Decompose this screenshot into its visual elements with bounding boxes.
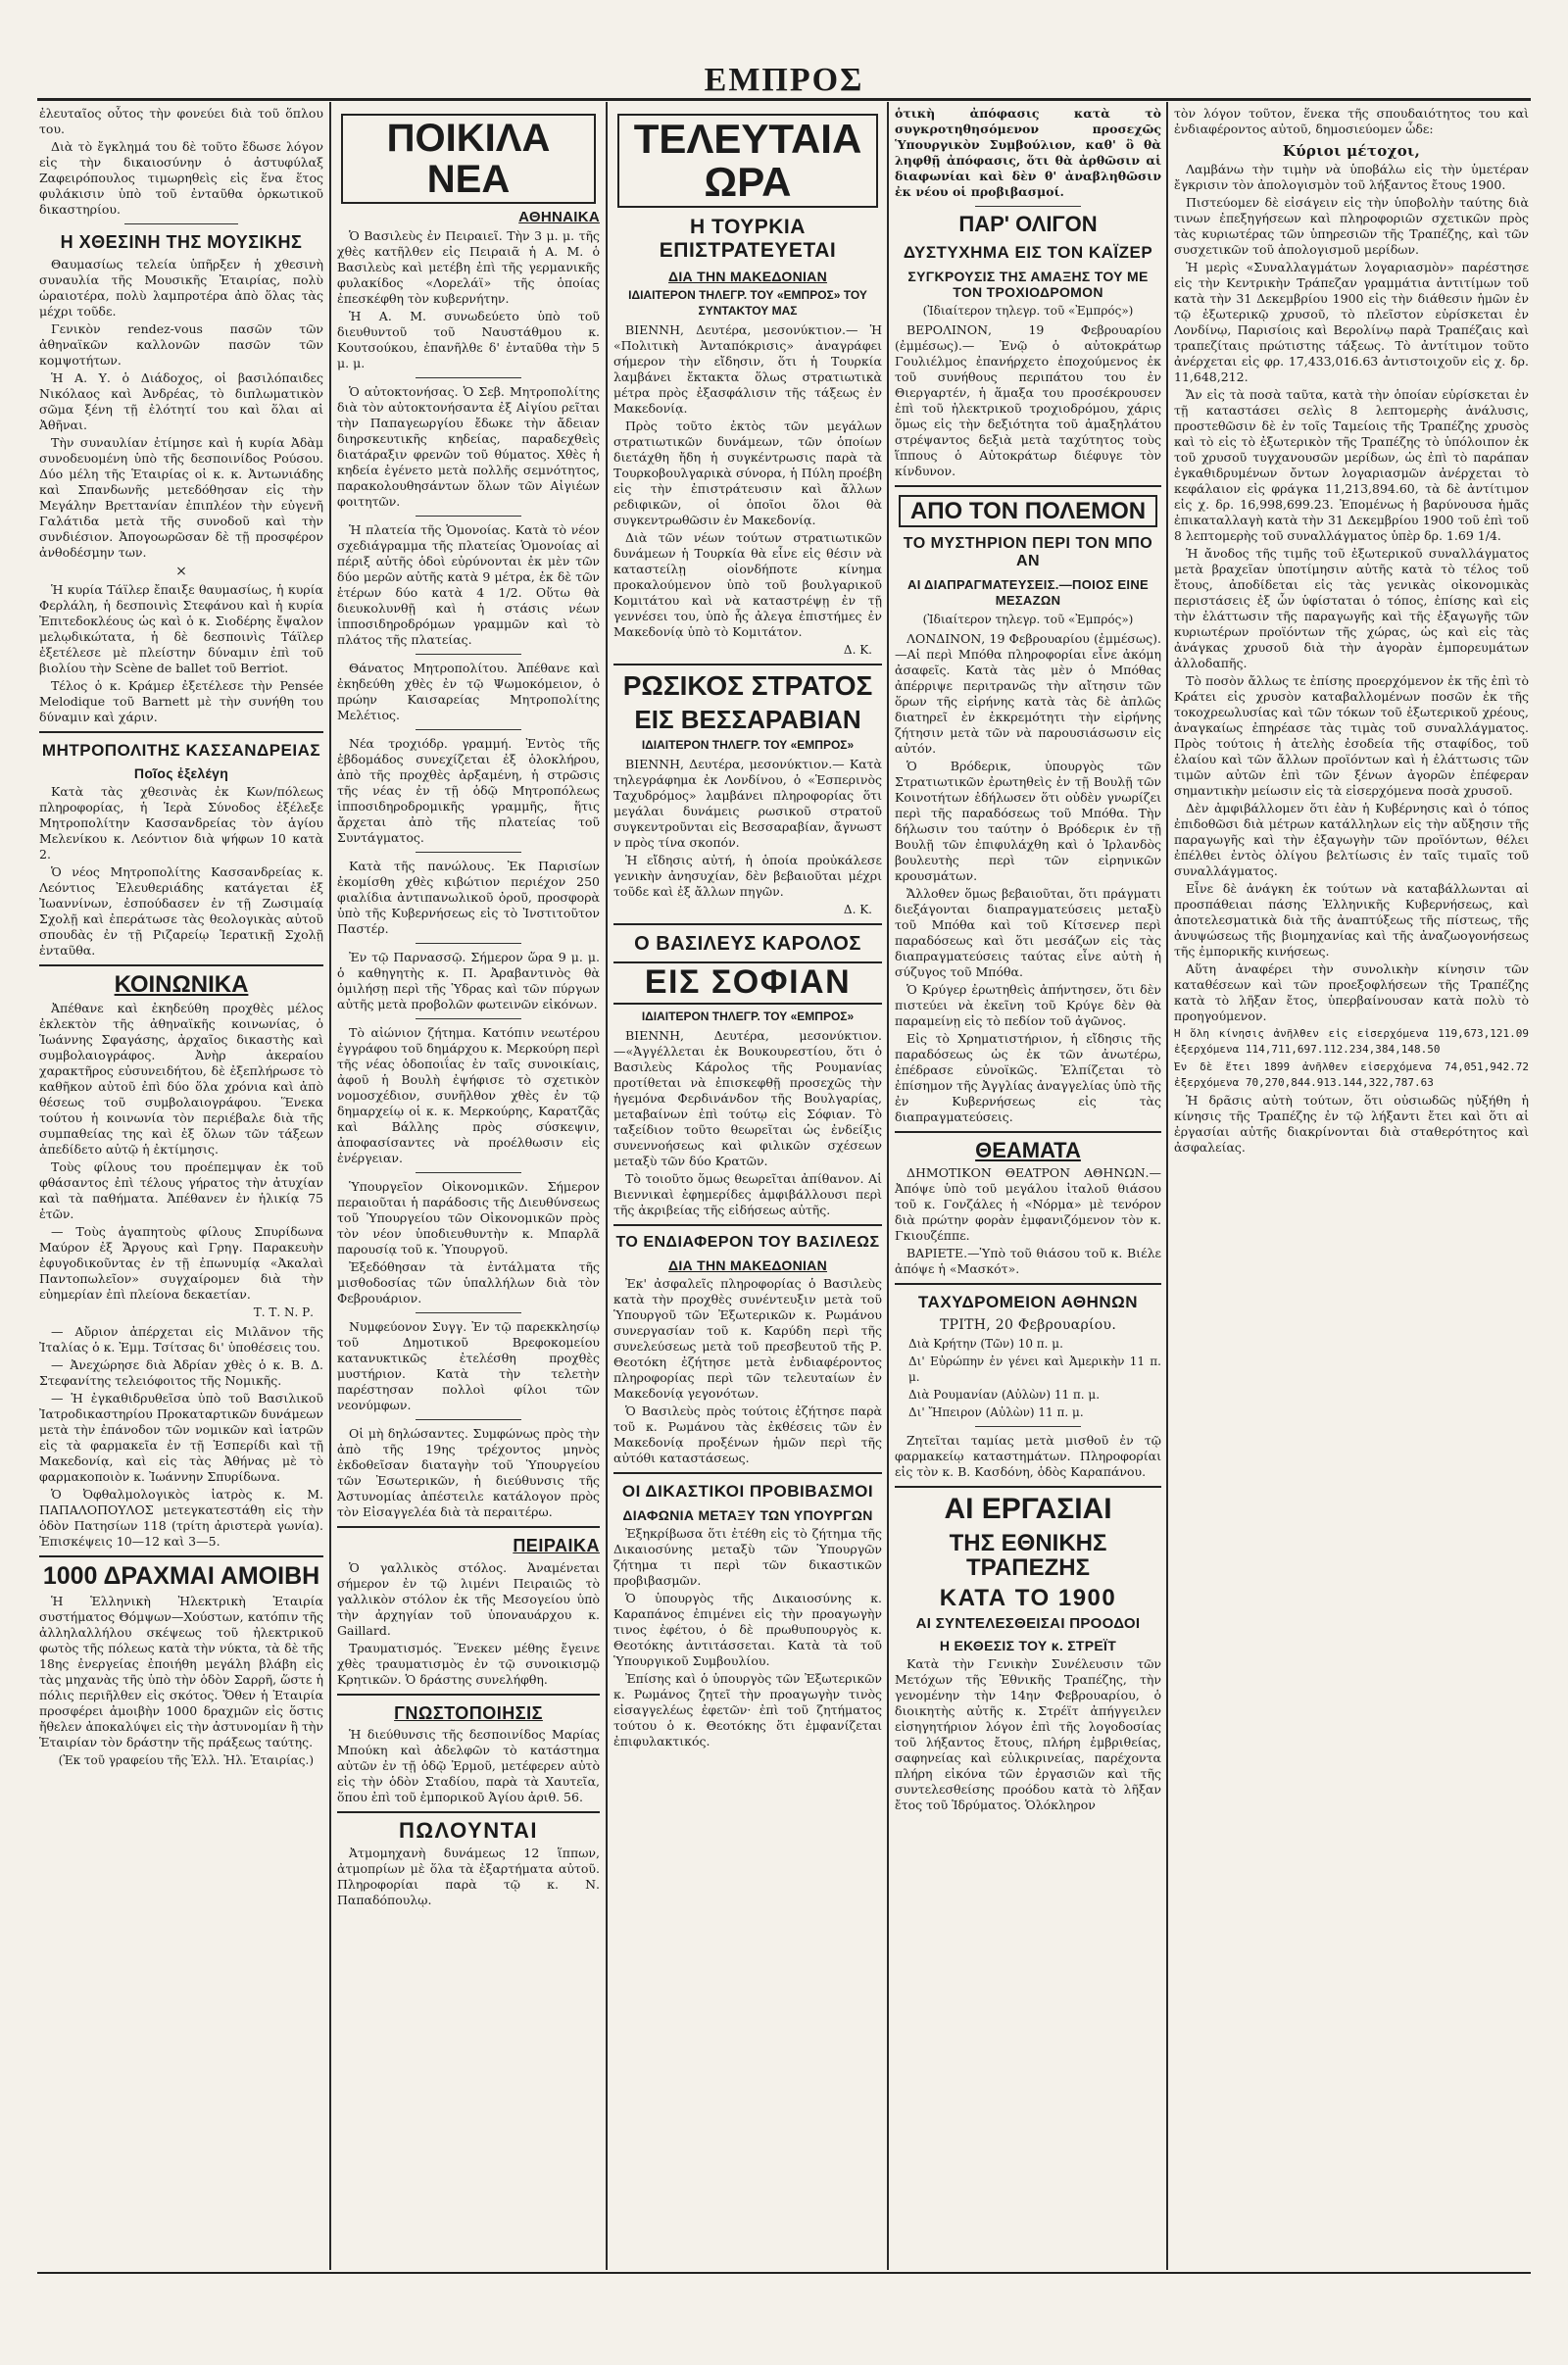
article-paragraph: Ὁ Κρύγερ ἐρωτηθεὶς ἀπήντησεν, ὅτι δὲν πιστεύει νὰ ἐκεῖνη τοῦ Κρύγε δὲν θὰ παραμείνῃ εἰς τὸ πεδίον τοῦ ἀγῶνος. xyxy=(895,981,1161,1028)
post-schedule-item: Διὰ Ρουμανίαν (Αὐλὼν) 11 π. μ. xyxy=(908,1388,1101,1403)
divider xyxy=(416,1172,520,1173)
article-paragraph: Νυμφεύονον Συγγ. Ἐν τῷ παρεκκλησίῳ τοῦ Δημοτικοῦ Βρεφοκομείου κατανυκτικῶς ἐτελέσθη προχθὲς μυστήριον. Κατὰ τὴν τελετὴν παρέστησαν πολλοὶ φίλοι τῶν νεονύμφων. xyxy=(337,1319,600,1412)
subheadline: ΔΙΑ ΤΗΝ ΜΑΚΕΔΟΝΙΑΝ xyxy=(667,269,828,285)
column-divider-3 xyxy=(887,102,889,2270)
article-paragraph: Εἰς τὸ Χρηματιστήριον, ἡ εἴδησις τῆς παραδόσεως ὡς ἐκ τῶν ἀνωτέρω, ἐπέδρασε εὐνοϊκῶς. Ἐλπίζεται τὸ ἐπίσημον τῆς Ἀγγλίας ἀναγγελίας ὑπὸ τῆς ἐν Κυβερνήσεως εἰς τὰς διαπραγματεύσεις. xyxy=(895,1030,1161,1124)
article-paragraph: Ὁ Βασιλεὺς πρὸς τούτοις ἐζήτησε παρὰ τοῦ κ. Ρωμάνου τὰς ἐκθέσεις τῶν ἐν Μακεδονίᾳ προξένων ἡμῶν περὶ τῆς αὐτόθι καταστάσεως. xyxy=(613,1404,882,1466)
article-paragraph: Ὁ γαλλικὸς στόλος. Ἀναμένεται σήμερον ἐν τῷ λιμένι Πειραιῶς τὸ γαλλικὸν στόλον ἐκ τῆς Μεσογείου ὑπὸ τὴν ἀρχηγίαν τοῦ ὑποναυάρχου κ. Gaillard. xyxy=(337,1559,600,1638)
article-paragraph: Πρὸς τοῦτο ἐκτὸς τῶν μεγάλων στρατιωτικῶν δυνάμεων, τῶν ὁποίων διετάχθη ἤδη ἡ συγκέντρωσις παρὰ τὰ Τουρκοβουλγαρικὰ σύνορα, ἡ Πύλη προέβη εἰς τὴν ἐπιστράτευσιν καὶ ἄλλων ρεδιφικῶν, οἱ ὁποῖοι ὅλοι θὰ συγκεντρωθῶσιν ἐν Μακεδονίᾳ. xyxy=(613,419,882,528)
article-paragraph: — Ἀνεχώρησε διὰ Ἀδρίαν χθὲς ὁ κ. Β. Δ. Στεφανίτης τελειόφοιτος τῆς Νομικῆς. xyxy=(39,1357,323,1389)
article-paragraph: Τὴν συναυλίαν ἐτίμησε καὶ ἡ κυρία Ἀδὰμ συνοδευομένη ὑπὸ τῆς δεσποινίδος Ρούσου. Δύο μέλη τῆς Ἑταιρίας οἱ κ. κ. Ἀντωνιάδης καὶ Σπανδωνῆς μετεδόθησαν εἰς τὴν Μεγάλην Βρεττανίαν ἐπιπλέον τὴν εὐγενῆ Γαλάτιδα μετὰ τῆς συνοδοῦ καὶ τὴν συνδιέσιον. Ἀπογοωρῶσαν δὲ τῇ προσφέρον ἀνθοδέσμην των. xyxy=(39,434,323,560)
article-paragraph: Ἡ δρᾶσις αὐτὴ τούτων, ὅτι οὐσιωδῶς ηὐξήθη ἡ κίνησις τῆς Τραπέζης ἐν τῷ λήξαντι ἔτει καὶ ὅτι αἱ ἐργασίαι αὐτῆς διακρίνονται διὰ σταθερότητος καὶ ἀσφαλείας. xyxy=(1174,1093,1529,1155)
byline: ΙΔΙΑΙΤΕΡΟΝ ΤΗΛΕΓΡ. ΤΟΥ «ΕΜΠΡΟΣ» xyxy=(641,1009,855,1023)
article-paragraph: ὁτικὴ ἀπόφασις κατὰ τὸ συγκροτηθησόμενον προσεχῶς Ὑπουργικὸν Συμβούλιον, καθ' ὃ θὰ ληφθῇ ἀπόφασις, ὅτι θὰ ἀρθῶσιν αἱ διαφωνίαι καὶ δὲν θ' ἀναβληθῶσιν ἐκ νέου οἱ προβιβασμοί. xyxy=(895,106,1161,199)
divider xyxy=(39,1555,323,1557)
divider xyxy=(416,377,520,378)
article-paragraph: Ἡ διεύθυνσις τῆς δεσποινίδος Μαρίας Μπούκη καὶ ἀδελφῶν τὸ κατάστημα αὐτῶν ἐν τῇ ὁδῷ Ἑρμοῦ, μετέφερεν αὐτὸ εἰς τὴν ὁδὸν Σταδίου, παρὰ τὰ Χαυτεῖα, ὅπου ἐπὶ τοῦ ἐμπορικοῦ Ἀγίου ἀριθ. 56. xyxy=(337,1727,600,1805)
section-box-polemon xyxy=(899,495,1157,527)
column-divider-4 xyxy=(1166,102,1168,2270)
article-paragraph: Κατὰ τὴν Γενικὴν Συνέλευσιν τῶν Μετόχων τῆς Ἐθνικῆς Τραπέζης, τὴν γενομένην τὴν 14ην Φεβρουαρίου, ὁ διοικητὴς αὐτῆς κ. Στρέϊτ ἀπήγγειλεν εἰσηγητήριον λόγον ἐπὶ τῆς λογοδοσίας τοῦ λήξαντος ἔτους, πλήρη ἐμβριθείας, σαφηνείας καὶ εὐλικρινείας, παρέχοντα πλήρη εἰκόνα τῶν ἐργασιῶν καὶ τῆς συντελεσθείσης προόδου κατὰ τὸ λῆξαν ἔτος τοῦ Ἱδρύματος. Ὁλόκληρον xyxy=(895,1656,1161,1813)
article-paragraph: Ἐπίσης καὶ ὁ ὑπουργὸς τῶν Ἐξωτερικῶν κ. Ρωμάνος ζητεῖ τὴν προαγωγὴν τινὸς εἰσαγγελέως ἐφετῶν· ἐπὶ τοῦ ζητήματος τούτου ὁ κ. Θεοτόκης ὅτι ἐμφανίζεται ἐπιφυλακτικός. xyxy=(613,1670,882,1749)
byline: (Ἰδιαίτερον τηλεγρ. τοῦ «Ἐμπρός») xyxy=(922,303,1134,318)
article-paragraph: Διὰ τῶν νέων τούτων στρατιωτικῶν δυνάμεων ἡ Τουρκία θὰ εἶνε εἰς θέσιν νὰ καταστείλῃ οἱονδήποτε κίνημα προκαλούμενον ὑπὸ τοῦ βουλγαρικοῦ Κομιτάτου καὶ νὰ καταστρέψῃ ἐν τῇ γεννέσει του, ὑπὸ ἧς ἀλεγα ἐπιστήμες ἐν Μακεδονίᾳ ὑπὸ τὸ Κομιτάτον. xyxy=(613,530,882,640)
article-paragraph: ΒΙΕΝΝΗ, Δευτέρα, μεσονύκτιον.—«Ἀγγέλλεται ἐκ Βουκουρεστίου, ὅτι ὁ Βασιλεὺς Κάρολος τῆς Ρουμανίας προτίθεται νὰ ἐπισκεφθῇ προσεχῶς τὴν ἡγεμόνα Φερδινάνδον τῆς Βουλγαρίας, μεταβαίνων ἐπὶ τούτῳ εἰς Σόφιαν. Τὸ ταξείδιον τοῦτο θεωρεῖται ὡς ἐνδείξις συνεννοήσεως καὶ φιλικῶν σχέσεων μεταξὺ τῶν δύο Κρατῶν. xyxy=(613,1027,882,1168)
column-divider-1 xyxy=(329,102,331,2270)
figures-line: Ἐν δὲ ἔτει 1899 ἀνῆλθεν εἰσερχόμενα 74,051,942.72 ἐξερχόμενα 70,270,844.913.144,322,787.63 xyxy=(1174,1060,1529,1089)
article-paragraph: — Τοὺς ἀγαπητοὺς φίλους Σπυρίδωνα Μαύρον ἐξ Ἄργους καὶ Γρηγ. Παρακευὴν ἐφυγοδικοῦντας ἐν τῇ ἐπωνυμίᾳ «Ἀκαλαὶ Παντοπωλεῖον» συγχαίρομεν διὰ τὴν εὐημερίαν ἐπὶ πλείονα δεκαετίαν. xyxy=(39,1224,323,1303)
divider xyxy=(613,923,882,925)
headline-karolos: Ο ΒΑΣΙΛΕΥΣ ΚΑΡΟΛΟΣ xyxy=(634,933,861,956)
article-paragraph: Εἶνε δὲ ἀνάγκη ἐκ τούτων νὰ καταβάλλωνται αἱ προσπάθειαι πάσης Ἑλληνικῆς Κυβερνήσεως, καὶ ἀποτελεσματικὰ διὰ τῆς ἀναπτύξεως τῆς πίστεως, τῆς ἀνυψώσεως τῆς βιομηχανίας καὶ τῆς ἀναζωογονήσεως τῆς ἐμπορικῆς κινήσεως. xyxy=(1174,881,1529,959)
divider xyxy=(337,1526,600,1528)
page-bottom-rule xyxy=(37,2272,1531,2274)
article-paragraph: Ἡ Α. Υ. ὁ Διάδοχος, οἱ βασιλόπαιδες Νικόλαος καὶ Ἀνδρέας, τὸ διπλωματικὸν σῶμα ξένη τῇ ἐλότητί του καὶ ὅλαι αἱ Ἀθῆναι. xyxy=(39,370,323,432)
divider xyxy=(337,1811,600,1813)
figures-line: Ἡ ὅλη κίνησις ἀνῆλθεν εἰς εἰσερχόμενα 119,673,121.09 ἐξερχόμενα 114,711,697.112.234,384,148.50 xyxy=(1174,1027,1529,1056)
salutation: Κύριοι μέτοχοι, xyxy=(1282,142,1421,160)
headline-ethnikis-trapezis: ΤΗΣ ΕΘΝΙΚΗΣ ΤΡΑΠΕΖΗΣ xyxy=(949,1529,1107,1581)
post-schedule-item: Δι' Εὐρώπην ἐν γένει καὶ Ἀμερικὴν 11 π. μ. xyxy=(908,1355,1161,1385)
article-paragraph: ΒΑΡΙΕΤΕ.—Ὑπὸ τοῦ θιάσου τοῦ κ. Βιέλε ἀπόψε ἡ «Μασκότ». xyxy=(895,1245,1161,1276)
article-paragraph: ΔΗΜΟΤΙΚΟΝ ΘΕΑΤΡΟΝ ΑΘΗΝΩΝ.—Ἀπόψε ὑπὸ τοῦ μεγάλου ἰταλοῦ θιάσου τοῦ κ. Γονζάλες ἡ «Νόρμα» μὲ τενόρον διὰ πρώτην φορὰν ἐμφανιζόμενον τὸν κ. Γκιουζέππε. xyxy=(895,1164,1161,1243)
headline-gnostopoiisis: ΓΝΩΣΤΟΠΟΙΗΣΙΣ xyxy=(394,1702,543,1723)
article-paragraph: Ἡ κυρία Τάϊλερ ἔπαιξε θαυμασίως, ἡ κυρία Φερλάλη, ἡ δεσποινὶς Στεφάνου καὶ ἡ κυρία Ἐπιτεδοκλέους ὡς καὶ ὁ κ. Σιοδέρης ἔψαλον μελῳδικώτατα, ἡ δὲ δεσποινὶς Τάϊλερ ἐξετέλεσε μὲ πλείστην δύναμιν ἐπὶ τοῦ βιολίου τὴν Scène de ballet τοῦ Berriot. xyxy=(39,581,323,675)
headline-ergasiai: ΑΙ ΕΡΓΑΣΙΑΙ xyxy=(944,1493,1112,1526)
article-paragraph: Τοὺς φίλους του προέπεμψαν ἐκ τοῦ φθάσαντος ἐπὶ τέλους γήρατος τὴν ἀτυχίαν καὶ τὰ παθήματα. Ἀπέθανεν ἐν ἡλικίᾳ 75 ἐτῶν. xyxy=(39,1159,323,1222)
divider xyxy=(975,1426,1082,1427)
subheadline: ΑΙ ΔΙΑΠΡΑΓΜΑΤΕΥΣΕΙΣ.—ΠΟΙΟΣ ΕΙΝΕ ΜΕΣΑΖΩΝ xyxy=(907,576,1149,608)
article-paragraph: Ἐξηκρίβωσα ὅτι ἐτέθη εἰς τὸ ζήτημα τῆς Δικαιοσύνης μεταξὺ τῶν Ὑπουργῶν ζήτημα τι περὶ τῶν δικαστικῶν προβιβασμῶν. xyxy=(613,1525,882,1588)
subheadline: ΔΙΑ ΤΗΝ ΜΑΚΕΔΟΝΙΑΝ xyxy=(667,1257,828,1274)
article-paragraph: Ἐκ' ἀσφαλεῖς πληροφορίας ὁ Βασιλεὺς κατὰ τὴν προχθὲς συνέντευξιν μετὰ τοῦ Ὑπουργοῦ τῶν Ἐξωτερικῶν κ. Ρωμάνου συνεργασίαν τοῦ κ. Καρύδη περὶ τῆς συνελεύσεως μετὰ τοῦ πρεσβευτοῦ τῆς Ρ. Θεοτόκη ἐζήτησε μετὰ ἐνδιαφέροντος πληροφορίας περὶ τῶν τελευταίων ἐν Μακεδονίᾳ γεγονότων. xyxy=(613,1276,882,1402)
headline-apo-ton-polemon: ΑΠΟ ΤΟΝ ΠΟΛΕΜΟΝ xyxy=(909,497,1147,524)
article-paragraph: Ἡ εἴδησις αὐτή, ἡ ὁποία προὐκάλεσε γενικὴν ἀνησυχίαν, δὲν βεβαιοῦται μέχρι τοῦδε καὶ ἐξ ἄλλων πηγῶν. xyxy=(613,853,882,900)
column-1 xyxy=(39,106,323,2267)
subheadline: ΣΥΓΚΡΟΥΣΙΣ ΤΗΣ ΑΜΑΞΗΣ ΤΟΥ ΜΕ ΤΟΝ ΤΡΟΧΙΟΔΡΟΜΟΝ xyxy=(907,268,1149,300)
article-paragraph: Ἡ πλατεία τῆς Ὁμονοίας. Κατὰ τὸ νέον σχεδιάγραμμα τῆς πλατείας Ὁμονοίας αἱ πέριξ αὐτῆς ὁδοὶ εὐρύνονται ἐκ μὲν τῶν δύο μερῶν αὐτῆς κατὰ 9 μέτρα, ἐκ δὲ τῶν ἑτέρων δύο κατὰ 4 1/2. Οὕτω θὰ διευκολυνθῇ καὶ ἡ στάσις νέων ἱπποσιδηροδρόμων γραμμῶν καὶ τὸ πλάτος τῆς πλατείας. xyxy=(337,522,600,647)
article-paragraph: Ὁ αὐτοκτονήσας. Ὁ Σεβ. Μητροπολίτης διὰ τὸν αὐτοκτονήσαντα ἐξ Αἰγίου ρεῖται τὴν Παπαγεωργίου ἔδωκε τὴν ἄδειαν διηρσκευτικῆς κηδείας, παραδεχθεὶς διατάραξιν φρενῶν τοῦ θύματος. Χθὲς ἡ κηδεία ἐγένετο μετὰ πολλῆς σεμνότητος, παρακολουθησάντων ὅλων τῶν Αἰγιέων φοιτητῶν. xyxy=(337,384,600,509)
article-paragraph: ΛΟΝΔΙΝΟΝ, 19 Φεβρουαρίου (ἐμμέσως).—Αἱ περὶ Μπόθα πληροφορίαι εἶνε ἀκόμη ἀσαφεῖς. Κατὰ τὰς μὲν ὁ Μπόθας ἀπέρριψε περιτρανῶς τὴν αἴτησιν τῶν ὅρων τῆς εἰρήνης κατὰ τὰς δὲ ἀπλῶς διατηρεῖ ἐν ἐκκρεμότητι τὴν εἰρήνης ζήτησιν μετὰ τῶν νὰ παρουσιάσωσιν εἰς αὐτόν. xyxy=(895,630,1161,756)
divider xyxy=(416,852,520,853)
article-paragraph: Ἡ Ἑλληνικὴ Ἠλεκτρικὴ Ἑταιρία συστήματος Θόμψων—Χούστων, κατόπιν τῆς ἀλληλαλλήλου σκέψεως τοῦ ἠλεκτρικοῦ φωτὸς τῆς πόλεως κατὰ τὴν νύκτα, τὰ δὲ τῆς 18ης ἐνεργείας ἐποιήθη μεγάλη βλάβη εἰς τὰς μηχανὰς τῆς ὑπὸ τὴν ὁδὸν Σαρρῆ, ὥστε ἡ πόλις περιῆλθεν εἰς σκότος. Ὅθεν ἡ Ἑταιρία προσφέρει ἀμοιβὴν 1000 δραχμῶν εἰς ὅστις ἤθελεν ἀποκαλύψει εἰς τὴν ἀστυνομίαν ἢ τὴν Ἑταιρίαν τὸν δράστην τῆς πράξεως ταύτης. xyxy=(39,1593,323,1749)
subheadline: Η ΕΚΘΕΣΙΣ ΤΟΥ κ. ΣΤΡΕΪΤ xyxy=(939,1638,1117,1654)
divider xyxy=(613,1472,882,1474)
article-paragraph: Ἄλλοθεν ὅμως βεβαιοῦται, ὅτι πράγματι διεξάγονται διαπραγματεύσεις μεταξὺ τοῦ Μπόθα καὶ τοῦ Κίτσενερ περὶ παραδόσεως καὶ ὅτι μεσάζων εἰς τὰς διαπραγματεύσεις ταύτας εἶνε αὐτὴ ἡ σύζυγος τοῦ Μπόθα. xyxy=(895,885,1161,979)
subheadline: ΑΙ ΣΥΝΤΕΛΕΣΘΕΙΣΑΙ ΠΡΟΟΔΟΙ xyxy=(915,1615,1141,1633)
divider xyxy=(895,1283,1161,1285)
article-paragraph: Ὁ νέος Μητροπολίτης Κασσανδρείας κ. Λεόντιος Ἐλευθεριάδης κατάγεται ἐξ Ἰωαννίνων, ἐσπούδασεν ἐν τῇ Ζωσιμαίᾳ Σχολῇ καὶ ἐπεράτωσε τὰς θεολογικὰς αὐτοῦ σπουδὰς ἐν τῇ Ριζαρείῳ Ἱερατικῇ Σχολῇ ἐνταῦθα. xyxy=(39,864,323,959)
divider xyxy=(416,729,520,730)
article-paragraph: Ὁ ὑπουργὸς τῆς Δικαιοσύνης κ. Καραπάνος ἐπιμένει εἰς τὴν προαγωγὴν τινος ἐφέτου, ὁ δὲ πρωθυπουργὸς κ. Θεοτόκης ἀντιτάσσεται. Κατὰ τὰ τοῦ Ὑπουργικοῦ Συμβουλίου. xyxy=(613,1590,882,1668)
divider xyxy=(416,516,520,517)
headline-teleutaia-ora: ΤΕΛΕΥΤΑΙΑ ΩΡΑ xyxy=(633,116,862,206)
masthead-title: ΕΜΠΡΟΣ xyxy=(704,62,864,98)
byline: ΙΔΙΑΙΤΕΡΟΝ ΤΗΛΕΓΡ. ΤΟΥ «ΕΜΠΡΟΣ» ΤΟΥ ΣΥΝΤΑΚΤΟΥ ΜΑΣ xyxy=(628,288,867,319)
headline-dikastikoi: ΟΙ ΔΙΚΑΣΤΙΚΟΙ ΠΡΟΒΙΒΑΣΜΟΙ xyxy=(621,1482,874,1502)
byline: ΙΔΙΑΙΤΕΡΟΝ ΤΗΛΕΓΡ. ΤΟΥ «ΕΜΠΡΟΣ» xyxy=(641,738,855,753)
article-paragraph: Ἐξεδόθησαν τὰ ἐντάλματα τῆς μισθοδοσίας τῶν ὑπαλλήλων διὰ τὸν Φεβρουάριον. xyxy=(337,1259,600,1306)
headline-koinonika: ΚΟΙΝΩΝΙΚΑ xyxy=(114,971,249,999)
article-paragraph: Τὸ τοιοῦτο ὅμως θεωρεῖται ἀπίθανον. Αἱ Βιεννικαὶ ἐφημερίδες ἀμφιβάλλουσι περὶ τῆς ἀκριβείας τῆς εἰδήσεως αὐτῆς. xyxy=(613,1170,882,1217)
subheadline: ΤΡΙΤΗ, 20 Φεβρουαρίου. xyxy=(939,1317,1117,1334)
divider xyxy=(416,1312,520,1313)
divider xyxy=(975,206,1082,207)
divider xyxy=(895,1486,1161,1488)
classified-ad: Ζητεῖται ταμίας μετὰ μισθοῦ ἐν τῷ φαρμακείῳ καταστημάτων. Πληροφορίαι εἰς τὸν κ. Β. Κασδόνη, ὁδὸς Καραπάνου. xyxy=(895,1433,1161,1480)
article-paragraph: Διὰ τὸ ἔγκλημά του δὲ τοῦτο ἔδωσε λόγον εἰς τὴν δικαιοσύνην ὁ ἀστυφύλαξ Ζαφειρόπουλος τιμωρηθεὶς εἰς ἕνα ἕτος φυλάκισιν ὑπὸ τοῦ ἐνταῦθα ὁρκωτικοῦ δικαστηρίου. xyxy=(39,139,323,217)
article-paragraph: Ἡ Α. Μ. συνωδεύετο ὑπὸ τοῦ διευθυντοῦ τοῦ Ναυστάθμου κ. Κουτσούκου, ἐπανῆλθε δ' ἐνταῦθα τὴν 5 μ. μ. xyxy=(337,309,600,370)
signature: Δ. Κ. xyxy=(843,903,872,917)
article-paragraph: ΒΙΕΝΝΗ, Δευτέρα, μεσονύκτιον.— Κατὰ τηλεγράφημα ἐκ Λονδίνου, ὁ «Ἑσπερινὸς Ταχυδρόμος» λαμβάνει πληροφορίας ὅτι μεγάλαι δυνάμεις ρωσικοῦ στρατοῦ συγκεντροῦνται εἰς Βεσσαραβίαν, ἄγνωστ ν πρὸς τίνα σκοπόν. xyxy=(613,757,882,851)
article-paragraph: Τὸ ποσὸν ἄλλως τε ἐπίσης προερχόμενον ἐκ τῆς ἐπὶ τὸ Κράτει εἰς χρυσὸν καταβαλλομένων ποσῶν ἐκ τῆς τοκοχρεωλυσίας καὶ τῶν τόκων τοῦ ἐξωτερικοῦ χρέους, ἀναγκαίως ἐπηρέασε τὰς τιμὰς τοῦ συναλλάγματος. Πρὸς τούτοις ἡ ἀτελὴς ἐσοδεία τῆς σταφίδος, τοῦ ἐλαίου καὶ τῶν ἄλλων προϊόντων καὶ ἡ ἐλάττωσις τῶν τιμῶν αὐτῶν ἐπὶ τῶν ξένων ἀγορῶν ἐπέφεραν σημαντικὴν μείωσιν εἰς τὰ εἰσερχόμενα ποσὰ χρυσοῦ. xyxy=(1174,673,1529,798)
column-2 xyxy=(337,106,600,2267)
headline-kata-to-1900: ΚΑΤΑ ΤΟ 1900 xyxy=(939,1585,1117,1612)
signature: Τ. Τ. Ν. Ρ. xyxy=(253,1306,314,1320)
article-paragraph: Θαυμασίως τελεία ὑπῆρξεν ἡ χθεσινὴ συναυλία τῆς Μουσικῆς Ἑταιρίας, πολὺ ὡραιοτέρα, πολὺ λαμπροτέρα ἀπὸ ὅλας τὰς μέχρι τοῦδε. xyxy=(39,256,323,319)
divider xyxy=(895,485,1161,487)
byline: (Ἰδιαίτερον τηλεγρ. τοῦ «Ἐμπρός») xyxy=(922,612,1134,626)
post-schedule-item: Διὰ Κρήτην (Τῶν) 10 π. μ. xyxy=(908,1337,1063,1352)
section-athinaika: ΑΘΗΝΑΙΚΑ xyxy=(518,209,600,225)
article-paragraph: ΒΙΕΝΝΗ, Δευτέρα, μεσονύκτιον.— Ἡ «Πολιτικὴ Ἀνταπόκρισις» ἀναγράφει σήμερον τὴν εἴδησιν, ὅτι ἡ Τουρκία λαμβάνει ἔκτακτα ὅλως στρατιωτικὰ μέτρα πρὸς ἐξασφάλισιν τῆς τάξεως ἐν Μακεδονίᾳ. xyxy=(613,322,882,417)
divider xyxy=(124,223,238,224)
headline-theamata: ΘΕΑΜΑΤΑ xyxy=(975,1137,1081,1162)
article-paragraph: Ἀπέθανε καὶ ἐκηδεύθη προχθὲς μέλος ἐκλεκτὸν τῆς ἀθηναϊκῆς κοινωνίας, ὁ Ἱωάννης Σφαγάσης, ἀρχαῖος δικαστὴς καὶ συμβολαιογράφος. Ἀνὴρ ἀκεραίου χαρακτῆρος εὐσυνειδήτου, δὲ ἐξεπλήρωσε τὸ καθῆκον αὐτοῦ ἐπὶ δύο ὅλα χρόνια καὶ ἀπὸ θέσεως τοῦ συμβολαιογράφου. Ἕνεκα τούτου ἡ κοινωνία τὸν περιέβαλε διὰ τῆς συμπαθείας της καὶ ἐξ ὅλων τῶν τάξεων ἀπεδίδετο αὐτῷ ἡ ἐκτίμησις. xyxy=(39,1001,323,1158)
divider xyxy=(39,731,323,733)
article-paragraph: Ἡ μερὶς «Συναλλαγμάτων λογαριασμὸν» παρέστησε εἰς τὴν Κεντρικὴν Τράπεζαν γραμμάτια ἀντιτίμων τοῦ κατὰ τὴν 31 Δεκεμβρίου 1900 εἰς τὴν διάθεσιν ἡμῶν ἐν τῷ ἐξωτερικῷ χρυσοῦ, τὸ πλεῖστον εὑρίσκεται ἐν Λονδίνῳ, Παρισίοις καὶ Βερολίνῳ παρὰ Τραπέζαις καὶ τραπεζίταις πρώτιστης τάξεως. Τὸ ἀντίτιμον τοῦτο ἀνέρχεται εἰς φρ. 17,433,016.63 ἀντιστοιχοῦν εἰς χ. δρ. 11,648,212. xyxy=(1174,260,1529,384)
article-paragraph: Ἐν τῷ Παρνασσῷ. Σήμερον ὥρα 9 μ. μ. ὁ καθηγητὴς κ. Π. Ἀραβαντινὸς θὰ ὁμιλήσῃ περὶ τῆς Ὑδρας καὶ τῶν πύργων αὐτῆς μετὰ προβολῶν φωτεινῶν εἰκόνων. xyxy=(337,950,600,1011)
headline-poikila: ΠΟΙΚΙΛΑ ΝΕΑ xyxy=(386,117,551,201)
divider xyxy=(416,654,520,655)
article-paragraph: Κατὰ τὰς χθεσινὰς ἐκ Κων/πόλεως πληροφορίας, ἡ Ἱερὰ Σύνοδος ἐξέλεξε Μητροπολίτην Κασσανδρείας τὸν ἁγίου Μελενίκου κ. Λεόντιον διὰ ψήφων 10 κατὰ 2. xyxy=(39,784,323,862)
signature: Δ. Κ. xyxy=(843,643,872,658)
headline-music: Η ΧΘΕΣΙΝΗ ΤΗΣ ΜΟΥΣΙΚΗΣ xyxy=(60,232,303,252)
cross-separator: × xyxy=(175,563,187,579)
column-divider-2 xyxy=(606,102,608,2270)
subheadline: Ποῖος ἐξελέγη xyxy=(133,765,229,782)
headline-par-oligon: ΠΑΡ' ΟΛΙΓΟΝ xyxy=(958,212,1098,236)
divider xyxy=(39,964,323,966)
divider xyxy=(895,1131,1161,1133)
headline-sofian: ΕΙΣ ΣΟΦΙΑΝ xyxy=(613,961,882,1005)
article-paragraph: Πιστεύομεν δὲ εἰσάγειν εἰς τὴν ὑποβολὴν ταύτης διὰ τινων ἐπεξηγήσεων καὶ πληροφοριῶν σχετικῶν πρὸς τὰς κυριωτέρας τῶν ὑπηρεσιῶν τῆς Τραπέζης, καὶ τῶν συσχετικῶν τοῦ ἀπολογισμοῦ μερίδων. xyxy=(1174,195,1529,257)
article-paragraph: Νέα τροχιόδρ. γραμμή. Ἐντὸς τῆς ἑβδομάδος συνεχίζεται ἐξ ὁλοκλήρου, ἀπὸ τῆς προχθὲς ἀρξαμένη, ἡ στρῶσις τῆς νέας ἐν τῇ ὁδῷ Μητροπόλεως ἱπποσιδηροδρομικῆς γραμμῆς, ἥτις ἄρχεται ἀπὸ τῆς πλατείας τοῦ Συντάγματος. xyxy=(337,736,600,845)
article-paragraph: Λαμβάνω τὴν τιμὴν νὰ ὑποβάλω εἰς τὴν ὑμετέραν ἔγκρισιν τὸν ἀπολογισμὸν τοῦ λήξαντος ἔτους 1900. xyxy=(1174,162,1529,192)
article-paragraph: Οἱ μὴ δηλώσαντες. Συμφώνως πρὸς τὴν ἀπὸ τῆς 19ης τρέχοντος μηνὸς ἐκδοθεῖσαν διαταγὴν τοῦ Ὑπουργείου τῶν Ἐσωτερικῶν, ἡ διεύθυνσις τῆς Ἀστυνομίας ἀπέστειλε κατάλογον πρὸς τὸν Εἰσαγγελέα διὰ τὰ περαιτέρω. xyxy=(337,1426,600,1519)
headline-kassandreia: ΜΗΤΡΟΠΟΛΙΤΗΣ ΚΑΣΣΑΝΔΡΕΙΑΣ xyxy=(41,740,321,760)
headline-endiaferon: ΤΟ ΕΝΔΙΑΦΕΡΟΝ ΤΟΥ ΒΑΣΙΛΕΩΣ xyxy=(615,1233,880,1251)
headline-bessarabia: ΕΙΣ ΒΕΣΣΑΡΑΒΙΑΝ xyxy=(634,704,861,734)
headline-polountai: ΠΩΛΟΥΝΤΑΙ xyxy=(399,1818,538,1844)
column-4 xyxy=(895,106,1161,2267)
column-3 xyxy=(613,106,882,2267)
article-paragraph: Τραυματισμός. Ἕνεκεν μέθης ἔγεινε χθὲς τραυματισμὸς ἐν τῷ συνοικισμῷ Κρητικῶν. Ὁ δράστης συνελήφθη. xyxy=(337,1640,600,1687)
article-paragraph: — Αὔριον ἀπέρχεται εἰς Μιλᾶνον τῆς Ἰταλίας ὁ κ. Ἐμμ. Τσίτσας δι' ὑποθέσεις του. xyxy=(39,1324,323,1355)
divider xyxy=(416,1018,520,1019)
headline-taxydromeion: ΤΑΧΥΔΡΟΜΕΙΟΝ ΑΘΗΝΩΝ xyxy=(917,1292,1139,1311)
article-paragraph: Θάνατος Μητροπολίτου. Ἀπέθανε καὶ ἐκηδεύθη χθὲς ἐν τῷ Ψωμοκόμειον, ὁ πρώην Καισαρείας Μητροπολίτης Μελέτιος. xyxy=(337,661,600,722)
article-paragraph: — Ἡ ἐγκαθιδρυθεῖσα ὑπὸ τοῦ Βασιλικοῦ Ἰατροδικαστηρίου Προκαταρτικῶν δυνάμεων μετὰ τὴν ἐπάνοδον τῶν νομικῶν καὶ ἰατρῶν εἰς τὰ φαρμακεῖα ἐν τῇ Ἑσπερίδι καὶ τῇ Μακεδονίᾳ, καὶ εἰς τὰς Ἀθήνας μὲ τὸ φαρμακοποιὸν κ. Ἰωάννην Σπυρίδωνα. xyxy=(39,1391,323,1485)
masthead-rule xyxy=(37,98,1531,101)
article-paragraph: Ἡ ἄνοδος τῆς τιμῆς τοῦ ἐξωτερικοῦ συναλλάγματος μετὰ βραχεῖαν ὑποτίμησιν αὐτῆς κατὰ τὸ τέλος τοῦ ἔτους, ἀποδίδεται εἰς τὰς γενικὰς οἰκονομικὰς περιστάσεις ἐξ ὧν ὑφίσταται ὁ τόπος, ἐπίσης καὶ εἰς τὴν ἐλάττωσιν τῆς παραγωγῆς καὶ τῆς ἐξαγωγῆς τῶν κυριωτέρων προϊόντων τῆς χώρας, ὡς καὶ εἰς τὰς ἀνάγκας χρυσοῦ διὰ τὴν ἀγορὰν ἐμπορευμάτων ἀλλοδαπῆς. xyxy=(1174,546,1529,670)
section-box-teleutaia xyxy=(617,114,878,208)
article-paragraph: Τέλος ὁ κ. Κράμερ ἐξετέλεσε τὴν Pensée Melodique τοῦ Barnett μὲ τὴν συνήθη του δύναμιν καὶ χάριν. xyxy=(39,677,323,724)
divider xyxy=(613,664,882,665)
article-paragraph: Αὕτη ἀναφέρει τὴν συνολικὴν κίνησιν τῶν καταθέσεων καὶ τῶν προεξοφλήσεων τῆς Τραπέζης κατὰ τὸ λῆξαν ἔτος, ὑπερβαίνουσαν κατὰ πολὺ τὸ προηγούμενον. xyxy=(1174,961,1529,1023)
article-paragraph: ΒΕΡΟΛΙΝΟΝ, 19 Φεβρουαρίου (ἐμμέσως).— Ἐνῷ ὁ αὐτοκράτωρ Γουλιέλμος ἐπανήρχετο ἐποχούμενος ἐκ τοῦ συνήθους περιπάτου του ἐν Θιεργαρτέν, ἡ ἅμαξα του προσέκρουσεν ἐπὶ τοῦ ἠλεκτρικοῦ τροχιοδρόμου, χάρις ὅμως εἰς τὴν δεξιότητα τοῦ ἁμαξηλάτου στρέψαντος δεξιὰ μετὰ ταχύτητος τοὺς ἵππους ὁ Αὐτοκράτωρ διέφυγε τὸν κίνδυνον. xyxy=(895,321,1161,478)
signature: (Ἐκ τοῦ γραφείου τῆς Ἑλλ. Ἠλ. Ἑταιρίας.) xyxy=(58,1752,314,1767)
article-paragraph: Ἄν εἰς τὰ ποσὰ ταῦτα, κατὰ τὴν ὁποίαν εὑρίσκεται ἐν τῇ καταστάσει σελὶς 8 λεπτομερὴς ἀνάλυσις, προστεθῶσιν δὲ ἐν τοῖς Ταμείοις τῆς Τραπέζης χρυσὸς καὶ τὸ εἰς τὸ ἐξωτερικὸν τῆς Τραπέζης τὸ ὑπόλοιπον ἐκ τοῦ χρυσοῦ τυγχανουσῶν μερίδων, ὡς ἐπὶ τὸ παράπαν ἐγκαθιδρυμένων ὄντων λογαριασμῶν ἀνέρχεται τὸ κεφάλαιον εἰς φράγκα 11,213,894.60, τὰ δὲ ἀντίτιμον εἰς χ. δρ. 16,998,699.23. Ἐπομένως ἡ βαρύνουσα ἡμᾶς ἐπικαταλλαγὴ κατὰ τὴν 31 Δεκεμβρίου 1900 τοῦ ἐπὶ τοῦ 8 λεπτομερὴς τοῦ συναλλάγματος ὑπὲρ δρ. 1.69 1/4. xyxy=(1174,387,1529,543)
article-paragraph: Ὁ Βασιλεὺς ἐν Πειραιεῖ. Τὴν 3 μ. μ. τῆς χθὲς κατῆλθεν εἰς Πειραιᾶ ἡ Α. Μ. ὁ Βασιλεὺς καὶ μετέβη ἐπὶ τῆς γερμανικῆς φυλακίδος «Λορελάϊ» τῆς ὁποίας ἐπεσκέφθη τὸν κυβερνήτην. xyxy=(337,228,600,306)
headline-dystyxima: ΔΥΣΤΥΧΗΜΑ ΕΙΣ ΤΟΝ ΚΑΪΖΕΡ xyxy=(903,243,1153,263)
article-paragraph: Ἀτμομηχανὴ δυνάμεως 12 ἵππων, ἀτμοπρίων μὲ ὅλα τὰ ἐξαρτήματα αὐτοῦ. Πληροφορίαι παρὰ τῷ κ. Ν. Παπαδόπουλῳ. xyxy=(337,1846,600,1908)
article-paragraph: Ὑπουργεῖον Οἰκονομικῶν. Σήμερον περαιοῦται ἡ παράδοσις τῆς Διευθύνσεως τοῦ Ὑπουργείου τῶν Οἰκονομικῶν πρὸς τὸν νέον ὑποδιευθυντὴν κ. Μπαρλᾶ παρουσίᾳ τοῦ κ. Ὑπουργοῦ. xyxy=(337,1179,600,1256)
headline-tourkia: Η ΤΟΥΡΚΙΑ ΕΠΙΣΤΡΑΤΕΥΕΤΑΙ xyxy=(659,216,837,263)
article-paragraph: Δὲν ἀμφιβάλλομεν ὅτι ἐὰν ἡ Κυβέρνησις καὶ ὁ τόπος ἐπιδοθῶσι διὰ μέτρων κατάλληλων εἰς τὴν αὔξησιν τῆς παραγωγῆς καὶ τὴν ἐξαγωγὴν τῶν προϊόντων, θέλει ἐπέλθει ἐντὸς ὀλίγου βελτίωσις ἐν ταῖς τιμαῖς τοῦ συναλλάγματος. xyxy=(1174,801,1529,878)
post-schedule-item: Δι' Ἤπειρον (Αὐλὼν) 11 π. μ. xyxy=(908,1405,1084,1420)
headline-reward: 1000 ΔΡΑΧΜΑΙ ΑΜΟΙΒΗ xyxy=(42,1562,320,1591)
column-5 xyxy=(1174,106,1529,2267)
divider xyxy=(337,1694,600,1696)
article-paragraph: Τὸ αἰώνιον ζήτημα. Κατόπιν νεωτέρου ἐγγράφου τοῦ δημάρχου κ. Μερκούρη περὶ τῆς νέας ὁδοποιΐας ἐν ταῖς συνοικίαις, ἀφοῦ ἡ Βουλὴ ἐψήφισε τὸ σχετικὸν νομοσχέδιον, συνῆλθον χθὲς ἐν τῷ δημαρχείῳ οἱ κ. κ. Μερκούρης, Καρατζᾶς καὶ Βάλλης πρὸς σύσκεψιν, ἀποφασίσαντες νὰ προέλθωσιν εἰς ἐνέργειαν. xyxy=(337,1025,600,1165)
section-peiraika: ΠΕΙΡΑΙΚΑ xyxy=(513,1536,600,1555)
section-box-poikila xyxy=(341,114,596,204)
article-paragraph: Κατὰ τῆς πανώλους. Ἐκ Παρισίων ἐκομίσθη χθὲς κιβώτιον περιέχον 250 φιαλίδια ἀντιπανωλικοῦ ὀροῦ, προσφορὰ ὑπὸ τῆς Κυβερνήσεως εἰς τὸ Ἰνστιτοῦτον Παστέρ. xyxy=(337,859,600,936)
subheadline: ΔΙΑΦΩΝΙΑ ΜΕΤΑΞΥ ΤΩΝ ΥΠΟΥΡΓΩΝ xyxy=(622,1506,873,1523)
headline-rosikos-stratos: ΡΩΣΙΚΟΣ ΣΤΡΑΤΟΣ xyxy=(622,670,873,702)
headline-mystirion: ΤΟ ΜΥΣΤΗΡΙΟΝ ΠΕΡΙ ΤΟΝ ΜΠΟ ΑΝ xyxy=(903,534,1153,570)
article-paragraph: ἐλευταῖος οὗτος τὴν φονεύει διὰ τοῦ ὅπλου του. xyxy=(39,106,323,136)
divider xyxy=(416,1419,520,1420)
article-paragraph: Γενικὸν rendez-vous πασῶν τῶν ἀθηναϊκῶν καλλονῶν πασῶν τῶν κομψοτήτων. xyxy=(39,320,323,368)
article-paragraph: Ὁ Ὀφθαλμολογικὸς ἰατρὸς κ. Μ. ΠΑΠΑΛΟΠΟΥΛΟΣ μετεγκατεστάθη εἰς τὴν ὁδὸν Πατησίων 118 (τρίτη ἀριστερὰ γωνία). Ἐπισκέψεις 10—12 καὶ 3—5. xyxy=(39,1487,323,1550)
divider xyxy=(613,1224,882,1226)
divider xyxy=(416,943,520,944)
article-paragraph: τὸν λόγον τοῦτον, ἕνεκα τῆς σπουδαιότητος του καὶ ἐνδιαφέροντος αὐτοῦ, δημοσιεύομεν ὧδε: xyxy=(1174,106,1529,136)
article-paragraph: Ὁ Βρόδερικ, ὑπουργὸς τῶν Στρατιωτικῶν ἐρωτηθεὶς ἐν τῇ Βουλῇ τῶν Κοινοτήτων ἐδήλωσεν ὅτι οὐδὲν γνωρίζει περὶ τῆς παραδόσεως τοῦ Μπόθα. Τὴν δήλωσιν του ταύτην ὁ Βρόδερικ ἐν τῇ Βουλῇ τῶν ἐπιφυλάχθη καὶ ὁ Ἰρλανδὸς βουλευτὴς περὶ τῶν εἰρηνικῶν κρουσμάτων. xyxy=(895,758,1161,883)
